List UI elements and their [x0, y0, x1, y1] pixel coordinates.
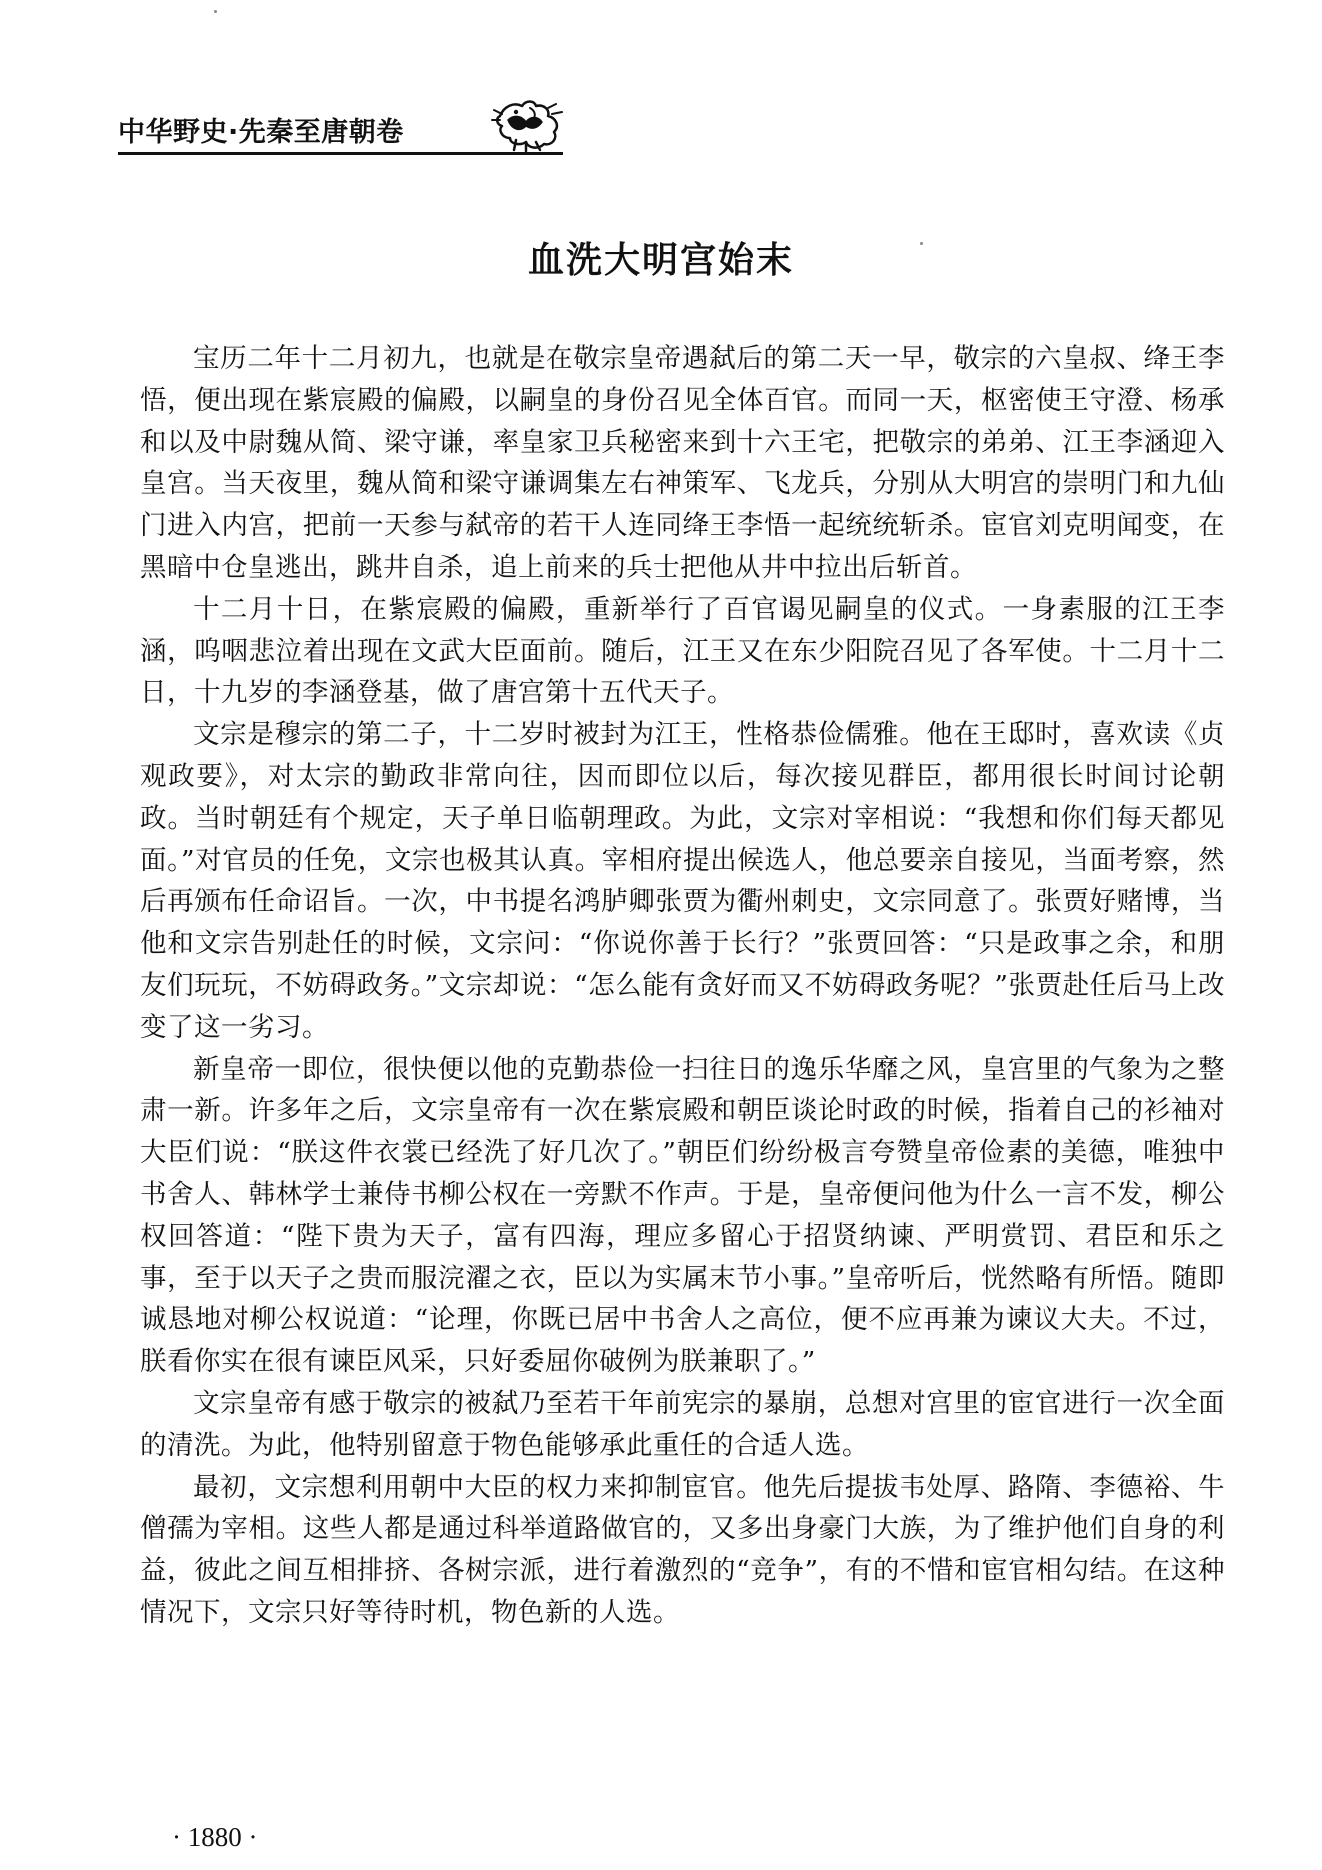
page-number: · 1880 ·	[172, 1822, 258, 1852]
header-rule	[118, 152, 563, 155]
paragraph: 十二月十日，在紫宸殿的偏殿，重新举行了百官谒见嗣皇的仪式。一身素服的江王李涵，呜咽悲泣着出现在文武大臣面前。随后，江王又在东少阳院召见了各军使。十二月十二日，十九岁的李涵登基，做了唐宫第十五代天子。	[140, 593, 1225, 709]
running-title: 中华野史·先秦至唐朝卷	[118, 117, 404, 148]
paragraph: 最初，文宗想利用朝中大臣的权力来抑制宦官。他先后提拔韦处厚、路隋、李德裕、牛僧孺为宰相。这些人都是通过科举道路做官的，又多出身豪门大族，为了维护他们自身的利益，彼此之间互相排挤、各树宗派，进行着激烈的“竞争”，有的不惜和宦官相勾结。在这种情况下，文宗只好等待时机，物色新的人选。	[140, 1471, 1225, 1628]
dragon-emblem-icon	[486, 94, 566, 152]
paragraph: 宝历二年十二月初九，也就是在敬宗皇帝遇弑后的第二天一早，敬宗的六皇叔、绛王李悟，便出现在紫宸殿的偏殿，以嗣皇的身份召见全体百官。而同一天，枢密使王守澄、杨承和以及中尉魏从简、梁守谦，率皇家卫兵秘密来到十六王宅，把敬宗的弟弟、江王李涵迎入皇宫。当天夜里，魏从简和梁守谦调集左右神策军、飞龙兵，分别从大明宫的崇明门和九仙门进入内宫，把前一天参与弑帝的若干人连同绛王李悟一起统统斩杀。宦官刘克明闻变，在黑暗中仓皇逃出，跳井自杀，追上前来的兵士把他从井中拉出后斩首。	[140, 343, 1225, 583]
running-header	[118, 92, 578, 152]
article-title: 血洗大明宫始末	[527, 240, 794, 281]
article-body	[140, 338, 1225, 1634]
scan-speck	[920, 242, 923, 245]
scan-speck	[214, 10, 217, 13]
paragraph: 文宗是穆宗的第二子，十二岁时被封为江王，性格恭俭儒雅。他在王邸时，喜欢读《贞观政要》，对太宗的勤政非常向往，因而即位以后，每次接见群臣，都用很长时间讨论朝政。当时朝廷有个规定，天子单日临朝理政。为此，文宗对宰相说：“我想和你们每天都见面。”对官员的任免，文宗也极其认真。宰相府提出候选人，他总要亲自接见，当面考察，然后再颁布任命诏旨。一次，中书提名鸿胪卿张贾为衢州刺史，文宗同意了。张贾好赌博，当他和文宗告别赴任的时候，文宗问：“你说你善于长行？”张贾回答：“只是政事之余，和朋友们玩玩，不妨碍政务。”文宗却说：“怎么能有贪好而又不妨碍政务呢？”张贾赴任后马上改变了这一劣习。	[140, 719, 1225, 1043]
paragraph: 新皇帝一即位，很快便以他的克勤恭俭一扫往日的逸乐华靡之风，皇宫里的气象为之整肃一新。许多年之后，文宗皇帝有一次在紫宸殿和朝臣谈论时政的时候，指着自己的衫袖对大臣们说：“朕这件衣裳已经洗了好几次了。”朝臣们纷纷极言夸赞皇帝俭素的美德，唯独中书舍人、韩林学士兼侍书柳公权在一旁默不作声。于是，皇帝便问他为什么一言不发，柳公权回答道：“陛下贵为天子，富有四海，理应多留心于招贤纳谏、严明赏罚、君臣和乐之事，至于以天子之贵而服浣濯之衣，臣以为实属末节小事。”皇帝听后，恍然略有所悟。随即诚恳地对柳公权说道：“论理，你既已居中书舍人之高位，便不应再兼为谏议大夫。不过，朕看你实在很有谏臣风采，只好委屈你破例为朕兼职了。”	[140, 1053, 1225, 1378]
paragraph: 文宗皇帝有感于敬宗的被弑乃至若干年前宪宗的暴崩，总想对宫里的宦官进行一次全面的清洗。为此，他特别留意于物色能够承此重任的合适人选。	[140, 1387, 1225, 1461]
